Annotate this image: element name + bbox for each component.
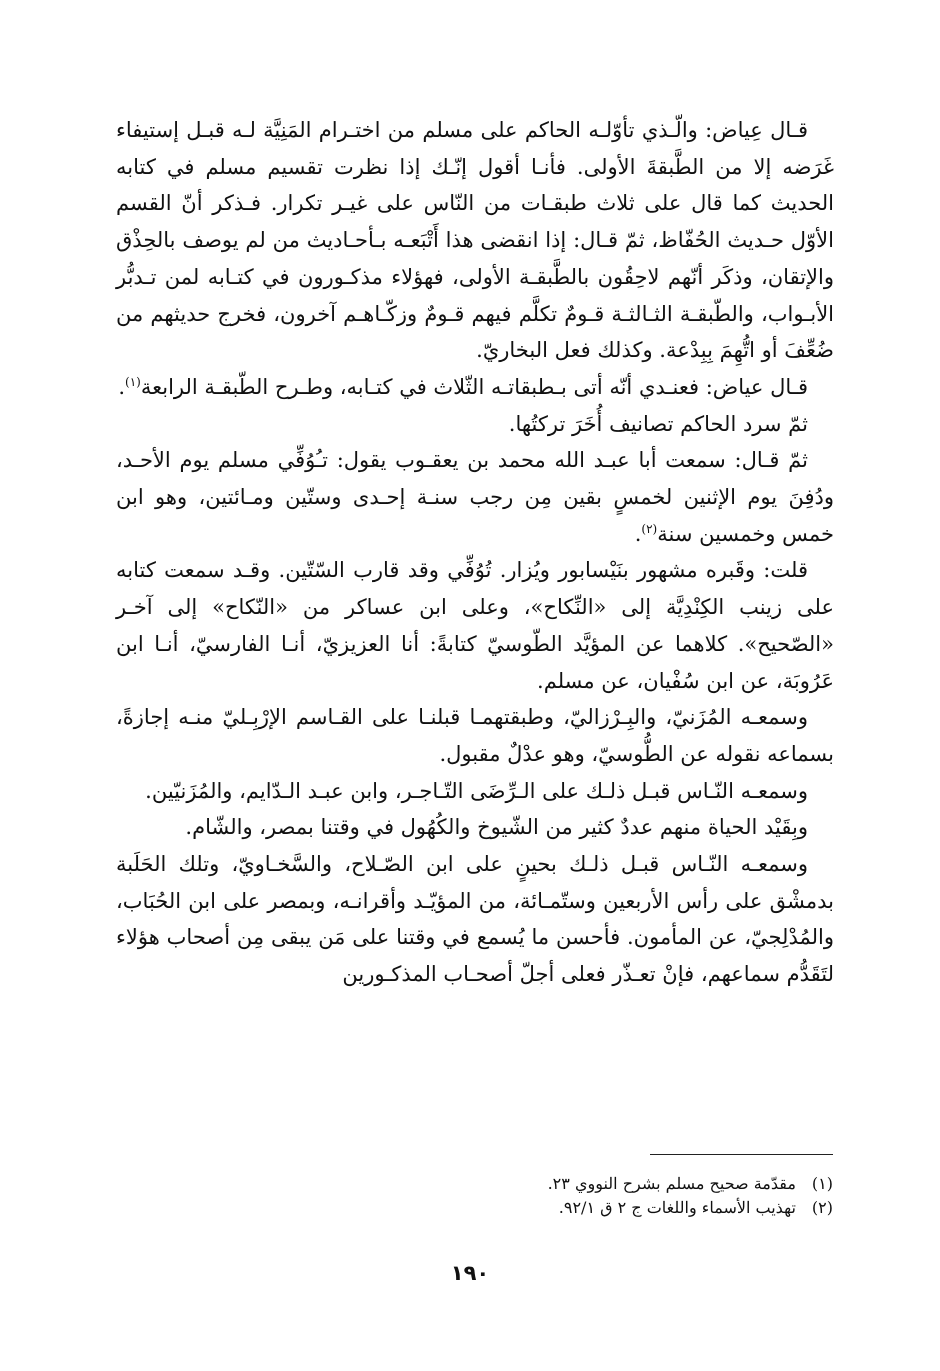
paragraph-hakim-works: ثمّ سرد الحاكم تصانيف أُخَرَ تركتُها. (508, 411, 808, 436)
paragraph-rida-tajir: وسمعـه النّـاس قبـل ذلـك على الـرِّضَى التّـاجـر، وابن عبـد الـدّايم، والمُزَنيّين. (145, 778, 808, 803)
main-text (116, 112, 834, 993)
footnote-text: مقدّمة صحيح مسلم بشرح النووي ٢٣. (547, 1174, 796, 1193)
footnotes (300, 1172, 833, 1220)
footnote-divider (650, 1154, 833, 1155)
footnote-number: (١) (811, 1174, 833, 1193)
footnote-ref-2: (٢) (641, 521, 658, 536)
paragraph-grave-and-chain: قلت: وقَبره مشهور بنَيْسابور ويُزار. تُوُفِّي وقد قارب السّتّين. وقـد سمعت كتابه على زينب الكِنْدِيَّة إلى «النِّكاح»، وعلى ابن عساكر من «النّكاح» إلى آخـر «الصّحيح». كلاهما عن المؤيَّد الطّوسيّ كتابةً: أنا العزيزيّ، أنـا الفارسيّ، أنـا ابن عَرُوبَة، عن ابن سُفْيان، عن مسلم. (116, 558, 834, 693)
paragraph-living-narrators: وبِقَيْد الحياة منهم عددٌ كثير من الشّيوخ والكُهُول في وقتنا بمصر، والشّام. (185, 815, 808, 840)
paragraph-text: قـال عياض: فعنـدي أنّه أتى بـطبقاتـه الثّلاث في كتـابه، وطـرح الطّبقـة الرابعة (140, 374, 808, 399)
footnote-text: تهذيب الأسماء واللغات ج ٢ ق ٩٢/١. (558, 1198, 796, 1217)
footnote-ref-1: (١) (125, 374, 141, 389)
footnote-item (300, 1172, 833, 1196)
page-number: ١٩٠ (450, 1261, 490, 1285)
footnote-number: (٢) (811, 1198, 833, 1217)
paragraph-iyad-commentary: قـال عِياض: والّـذي تأوّلـه الحاكم على مسلم من اختـرام المَنِيَّة لـه قبـل إستيفاء غَرَضه إلا من الطَّبقةَ الأولى. فأنـا أقول إنّـك إذا نظرت تقسيم مسلم في كتابه الحديث كما قال على ثلاث طبقـات من النّاس على غيـر تكرار. فـذكر أنّ القسم الأوّل حـديث الحُفّاظ، ثمّ قـال: إذا انقضى هذا أَتْبَعـه بـأحـاديث من لم يوصف بالحِذْق والإتقان، وذكَر أنّهم لاحِقُون بالطَّبقـة الأولى، فهؤلاء مذكـورون في كتـابه لمن تـدبُّر الأبـواب، والطّبقـة الثـالثـة قـومٌ تكلَّم فيهم قـومٌ وزكّـاهـم آخرون، فخرج حديثهم من ضُعِّفَ أو اتُّهِمَ بِبِدْعة. وكذلك فعل البخاريّ. (116, 118, 834, 363)
paragraph-text: ثمّ قـال: سمعت أبا عبـد الله محمد بن يعقـوب يقول: تـُوُفِّي مسلم يوم الأحـد، ودُفِنَ يوم الإثنين لخمسٍ بقين مِن رجب سنـة إحـدى وستّين ومـائتين، وهو ابن خمس وخمسين سنة (116, 448, 834, 546)
paragraph-muslim-death: ثمّ قـال: سمعت أبا عبـد الله محمد بن يعقـوب يقول: تـُوُفِّي مسلم يوم الأحـد، ودُفِنَ يوم الإثنين لخمسٍ بقين مِن رجب سنـة إحـدى وستّين ومـائتين، وهو ابن خمس وخمسين سنة$^{(٢)}$. (116, 448, 834, 546)
paragraph-ibn-salah: وسمعـه النّـاس قبـل ذلـك بحينٍ على ابن الصّـلاح، والسَّخـاويّ، وتلك الحَلَبة بدمشْق على رأس الأربعين وستّمـائة، من المؤيّـد وأقرانـه، وبمصر على ابن الحُبَاب، والمُدْلِجيّ، عن المأمون. فأحسن ما يُسمع في وقتنا على مَن يبقى مِن أصحاب هؤلاء لتَقَدُّم سماعهم، فإنْ تعـذّر فعلى أجلّ أصحـاب المذكـورين (116, 852, 834, 987)
footnote-item (300, 1196, 833, 1220)
paragraph-iyad-three-classes: قـال عياض: فعنـدي أنّه أتى بـطبقاتـه الثّلاث في كتـابه، وطـرح الطّبقـة الرابعة$^{(١)}$. (118, 374, 808, 399)
paragraph-muzani-birzali: وسمعـه المُزَنيّ، والبِـرْزاليّ، وطبقتهمـا قبلنـا على القـاسم الإرْبِـليّ منـه إجازةً، بسماعه نقوله عن الطُّوسيّ، وهو عدْلٌ مقبول. (116, 705, 834, 766)
